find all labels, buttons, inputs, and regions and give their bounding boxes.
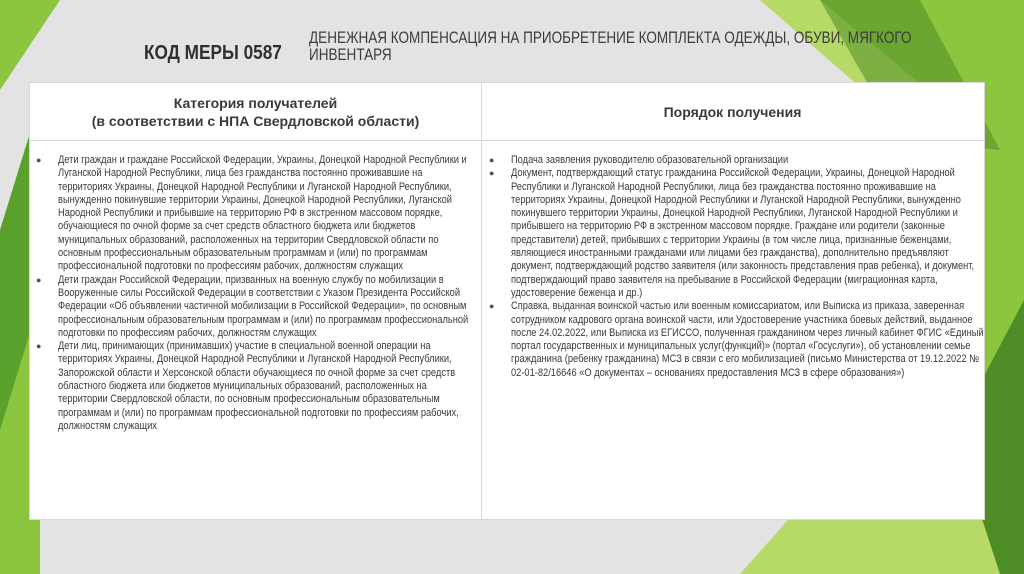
- bullet-icon: ●: [489, 168, 495, 179]
- list-item: ● Справка, выданная воинской частью или военным комиссариатом, или Выписка из приказа, заверенная сотрудником кадрового органа воинской части, или Удостоверение участника боевых действий, выданное после 24.02.2022, или Выписка из ЕГИССО, полученная гражданином через личный кабинет ФГИС «Единый портал государственных и муниципальных услуг(функций)» (портал «Госуслуги»), об установлении семье гражданина (ребенку гражданина) МСЗ в связи с его мобилизацией (письмо Министерства от 19.12.2022 № 02-01-82/16646 «О документах – основаниях предоставления МСЗ в сфере образования»): [489, 300, 984, 379]
- list-item: ● Подача заявления руководителю образовательной организации: [489, 154, 789, 166]
- list-item: ● Дети граждан Российской Федерации, призванных на военную службу по мобилизации в Вооруженные силы Российской Федерации в соответствии с Указом Президента Российской Федерации «Об объявлении частичной мобилизации в Российской Федерации», по основным профессиональным образовательным программам и (или) по программам профессиональной подготовки по профессиям рабочих, должностям служащих: [36, 273, 469, 339]
- list-item: ● Дети граждан и граждане Российской Федерации, Украины, Донецкой Народной Республики и Луганской Народной Республики, лица без гражданства постоянно проживавшие на территориях Украины, Донецкой Народной Республики и Луганской Народной Республики, вынужденно покинувшие территории Украины, Донецкой Народной Республики, Луганской Народной Республики и прибывшие на территорию РФ в экстренном массовом порядке, обучающиеся по очной форме за счет средств областного бюджета или бюджетов муниципальных образований, расположенных на территории Свердловской области по основным профессиональным образовательным программам и (или) по программам профессиональной подготовки по профессиям рабочих, должностям служащих: [36, 154, 467, 273]
- procedure-column: [487, 154, 987, 380]
- slide-header: [144, 30, 944, 74]
- header-recipient-category: [30, 83, 481, 140]
- info-table: [29, 82, 985, 520]
- bullet-icon: ●: [36, 155, 42, 165]
- bullet-icon: ●: [489, 301, 495, 312]
- column-divider: [481, 83, 482, 519]
- header-recipient-category-line1: Категория получателей: [173, 94, 338, 111]
- list-item: ● Документ, подтверждающий статус гражданина Российской Федерации, Украины, Донецкой Народной Республики и Луганской Народной Республики, лица без гражданства постоянно проживавшие на территориях Украины, Донецкой Народной Республики и Луганской Народной Республики, вынужденно покинувшего территории Украины, Донецкой Народной Республики, Луганской Народной Республики и прибывшего на территорию РФ в экстренном массовом порядке. Граждане или родители (законные представители) детей, прибывших с территории Украины (в том числе лица, признанные беженцами, являющиеся иностранными гражданами или лицами без гражданства), дополнительно предъявляют документ, подтверждающий родство заявителя (или законность представления прав ребенка), и документ, подтверждающий право заявителя на пребывание в Российской Федерации (миграционная карта, удостоверение беженца и др.): [489, 167, 975, 299]
- slide-title: ДЕНЕЖНАЯ КОМПЕНСАЦИЯ НА ПРИОБРЕТЕНИЕ КОМПЛЕКТА ОДЕЖДЫ, ОБУВИ, МЯГКОГО ИНВЕНТАРЯ: [309, 29, 912, 64]
- measure-code: КОД МЕРЫ 0587: [144, 42, 282, 64]
- bullet-icon: ●: [36, 341, 42, 352]
- header-procedure: Порядок получения: [663, 103, 802, 120]
- bullet-icon: ●: [489, 155, 495, 165]
- recipient-category-column: [34, 154, 478, 433]
- list-item: ● Дети лиц, принимающих (принимавших) участие в специальной военной операции на территориях Украины, Донецкой Народной Республики и Луганской Народной Республики, Запорожской области и Херсонской области обучающиеся по очной форме за счет средств областного бюджета или бюджетов муниципальных образований, расположенных на территории Свердловской области, по основным профессиональным образовательным программам и (или) по программам профессиональной подготовки по профессиям рабочих, должностям служащих: [36, 340, 459, 432]
- table-header: [30, 83, 984, 141]
- header-recipient-category-line2: (в соответствии с НПА Свердловской области): [91, 112, 420, 129]
- bullet-icon: ●: [36, 274, 42, 285]
